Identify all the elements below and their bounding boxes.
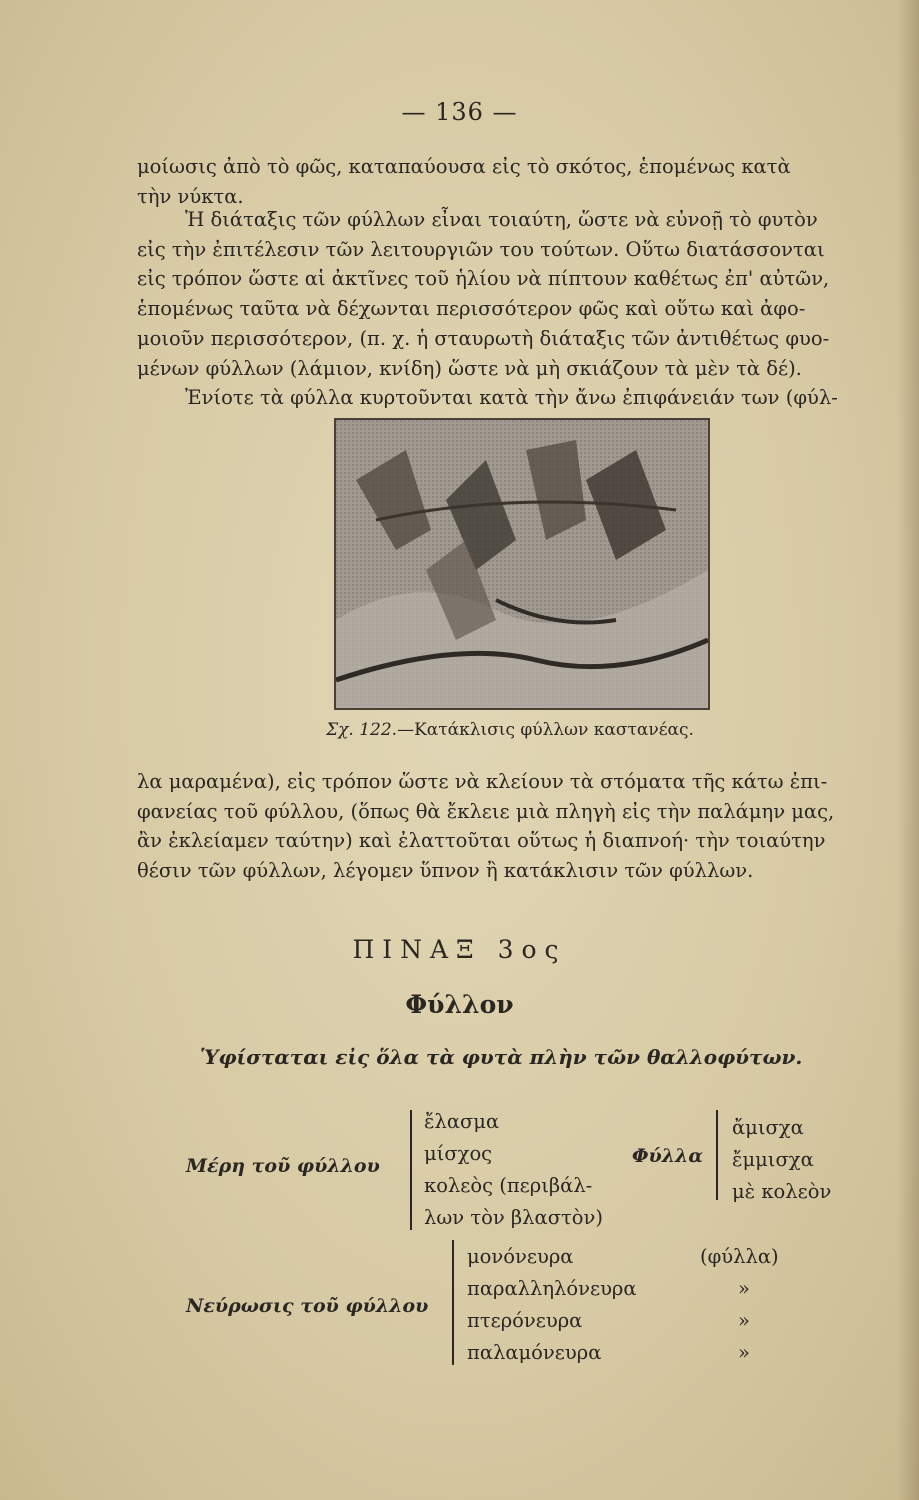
venation-label: Νεύρωσις τοῦ φύλλου	[186, 1295, 429, 1317]
paragraph-3	[137, 767, 895, 886]
leaves-item: ἔμμισχα	[732, 1148, 814, 1171]
text-line: μένων φύλλων (λάμιον, κνίδη) ὥστε νὰ μὴ σκιάζουν τὰ μὲν τὰ δέ).	[137, 356, 802, 380]
venation-item: παραλληλόνευρα	[467, 1277, 637, 1300]
parts-item: λων τὸν βλαστὸν)	[424, 1206, 603, 1229]
table-subtitle: Ὑφίσταται εἰς ὅλα τὰ φυτὰ πλὴν τῶν θαλλοφύτων.	[200, 1045, 803, 1069]
text-line: φανείας τοῦ φύλλου, (ὅπως θὰ ἔκλειε μιὰ πληγὴ εἰς τὴν παλάμην μας,	[137, 799, 835, 823]
figure-caption	[300, 720, 720, 740]
text-line: ἂν ἐκλείαμεν ταύτην) καὶ ἐλαττοῦται οὕτως ἡ διαπνοή· τὴν τοιαύτην	[137, 829, 826, 853]
text-line: εἰς τρόπον ὥστε αἱ ἀκτῖνες τοῦ ἡλίου νὰ πίπτουν καθέτως ἐπ' αὐτῶν,	[137, 267, 830, 291]
leaves-illustration	[336, 420, 708, 708]
text-line: Ἡ διάταξις τῶν φύλλων εἶναι τοιαύτη, ὥστε νὰ εὐνοῇ τὸ φυτὸν	[185, 208, 818, 231]
text-line: θέσιν τῶν φύλλων, λέγομεν ὕπνον ἢ κατάκλισιν τῶν φύλλων.	[137, 859, 754, 883]
parts-item: κολεὸς (περιβάλ-	[424, 1174, 593, 1197]
text-line: μοιοῦν περισσότερον, (π. χ. ἡ σταυρωτὴ διάταξις τῶν ἀντιθέτως φυο-	[137, 326, 830, 350]
venation-item: μονόνευρα	[467, 1245, 574, 1268]
paragraph-1	[137, 152, 895, 211]
parts-label: Μέρη τοῦ φύλλου	[186, 1155, 380, 1177]
page-edge-shadow	[897, 0, 919, 1500]
figure-chestnut-leaves-photo	[334, 418, 710, 710]
leaves-item: ἄμισχα	[732, 1116, 804, 1139]
venation-note: »	[738, 1341, 750, 1364]
table-title: Φύλλον	[405, 990, 514, 1019]
figure-caption-text: —Κατάκλισις φύλλων καστανέας.	[397, 720, 694, 740]
text-line: Ἐνίοτε τὰ φύλλα κυρτοῦνται κατὰ τὴν ἄνω ἐπιφάνειάν των (φύλ-	[185, 386, 838, 410]
venation-bracket	[452, 1240, 454, 1365]
parts-bracket	[410, 1110, 412, 1230]
text-line: τὴν νύκτα.	[137, 184, 244, 208]
figure-number: Σχ. 122.	[326, 720, 398, 740]
text-line: μοίωσις ἀπὸ τὸ φῶς, καταπαύουσα εἰς τὸ σκότος, ἑπομένως κατὰ	[137, 155, 791, 178]
venation-note: (φύλλα)	[700, 1245, 779, 1268]
paragraph-2	[137, 205, 895, 413]
text-line: λα μαραμένα), εἰς τρόπον ὥστε νὰ κλείουν τὰ στόματα τῆς κάτω ἐπι-	[137, 770, 828, 793]
parts-item: ἔλασμα	[424, 1110, 500, 1133]
venation-note: »	[738, 1309, 750, 1332]
venation-item: πτερόνευρα	[467, 1309, 583, 1332]
table-heading: ΠΙΝΑΞ 3ος	[352, 935, 567, 964]
leaves-bracket	[716, 1110, 718, 1200]
leaves-label: Φύλλα	[632, 1145, 703, 1167]
text-line: ἑπομένως ταῦτα νὰ δέχωνται περισσότερον φῶς καὶ οὕτω καὶ ἀφο-	[137, 297, 806, 321]
venation-note: »	[738, 1277, 750, 1300]
page-number: — 136 —	[401, 98, 518, 126]
text-line: εἰς τὴν ἐπιτέλεσιν τῶν λειτουργιῶν του τούτων. Οὕτω διατάσσονται	[137, 237, 825, 261]
venation-item: παλαμόνευρα	[467, 1341, 602, 1364]
leaves-item: μὲ κολεὸν	[732, 1180, 832, 1203]
parts-item: μίσχος	[424, 1142, 493, 1165]
